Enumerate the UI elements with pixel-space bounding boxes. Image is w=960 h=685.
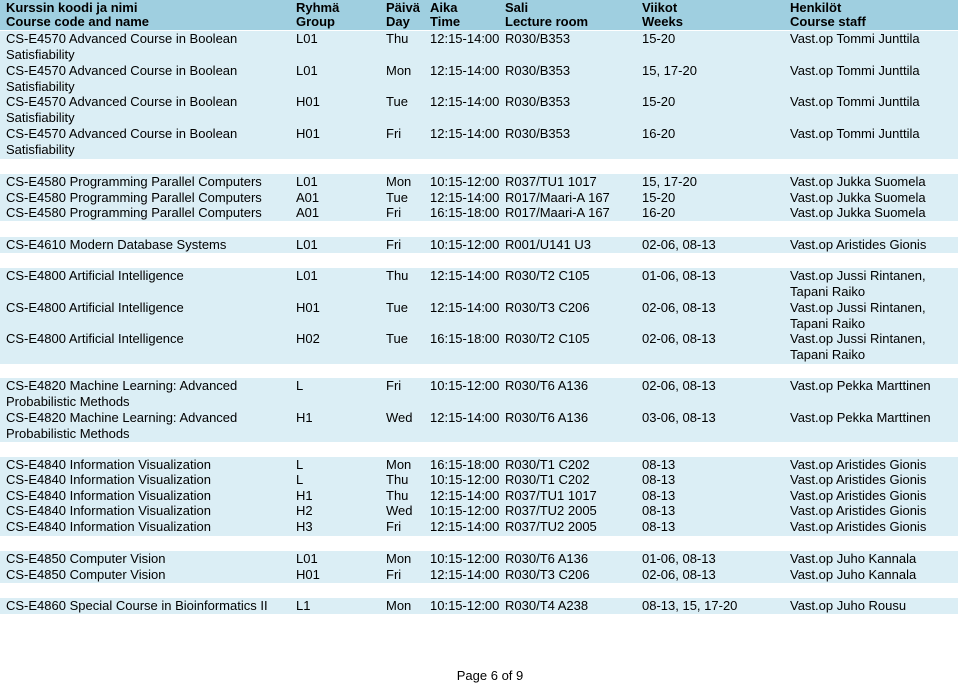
cell-staff: Vast.op Juho Rousu [790, 598, 907, 613]
cell-time: 10:15-12:00 [430, 503, 500, 518]
header-group-fi: Ryhmä [296, 0, 340, 15]
cell-weeks: 16-20 [642, 126, 676, 141]
cell-room: R030/T6 A136 [505, 378, 589, 393]
cell-room: R001/U141 U3 [505, 237, 591, 252]
header-staff-fi: Henkilöt [790, 0, 842, 15]
cell-day: Fri [386, 378, 402, 393]
cell-staff: Vast.op Pekka Marttinen [790, 378, 931, 393]
cell-room: R030/T4 A238 [505, 598, 589, 613]
cell-weeks: 02-06, 08-13 [642, 300, 716, 315]
cell-day: Mon [386, 598, 412, 613]
cell-time: 12:15-14:00 [430, 488, 500, 503]
cell-room: R030/T1 C202 [505, 472, 590, 487]
cell-day: Thu [386, 31, 409, 46]
cell-course: CS-E4580 Programming Parallel Computers [6, 174, 262, 189]
cell-staff: Vast.op Jussi Rintanen, Tapani Raiko [790, 300, 926, 331]
cell-room: R030/B353 [505, 94, 571, 109]
cell-weeks: 02-06, 08-13 [642, 331, 716, 346]
cell-time: 12:15-14:00 [430, 300, 500, 315]
cell-staff: Vast.op Tommi Junttila [790, 94, 920, 109]
cell-weeks: 01-06, 08-13 [642, 551, 716, 566]
cell-room: R030/T1 C202 [505, 457, 590, 472]
cell-course: CS-E4800 Artificial Intelligence [6, 300, 184, 315]
cell-day: Mon [386, 551, 412, 566]
cell-staff: Vast.op Tommi Junttila [790, 31, 920, 46]
header-room-en: Lecture room [505, 14, 589, 29]
cell-room: R030/T2 C105 [505, 331, 590, 346]
cell-weeks: 02-06, 08-13 [642, 567, 716, 582]
header-course-fi: Kurssin koodi ja nimi [6, 0, 138, 15]
cell-time: 16:15-18:00 [430, 205, 500, 220]
cell-time: 10:15-12:00 [430, 378, 500, 393]
cell-staff: Vast.op Jukka Suomela [790, 190, 926, 205]
cell-weeks: 15, 17-20 [642, 63, 697, 78]
cell-course: CS-E4840 Information Visualization [6, 457, 211, 472]
cell-time: 12:15-14:00 [430, 31, 500, 46]
header-day-fi: Päivä [386, 0, 420, 15]
cell-room: R037/TU1 1017 [505, 488, 597, 503]
cell-group: L01 [296, 268, 318, 283]
cell-time: 16:15-18:00 [430, 457, 500, 472]
cell-time: 12:15-14:00 [430, 190, 500, 205]
cell-group: H3 [296, 519, 313, 534]
cell-day: Fri [386, 519, 402, 534]
cell-group: L01 [296, 174, 318, 189]
cell-room: R037/TU1 1017 [505, 174, 597, 189]
cell-course: CS-E4570 Advanced Course in Boolean Satisfiability [6, 126, 238, 157]
cell-weeks: 08-13 [642, 519, 676, 534]
cell-room: R030/B353 [505, 63, 571, 78]
cell-time: 12:15-14:00 [430, 126, 500, 141]
header-time-fi: Aika [430, 0, 458, 15]
cell-day: Tue [386, 331, 408, 346]
cell-time: 10:15-12:00 [430, 472, 500, 487]
cell-weeks: 15, 17-20 [642, 174, 697, 189]
cell-course: CS-E4860 Special Course in Bioinformatics II [6, 598, 268, 613]
cell-time: 10:15-12:00 [430, 551, 500, 566]
cell-course: CS-E4840 Information Visualization [6, 519, 211, 534]
cell-weeks: 03-06, 08-13 [642, 410, 716, 425]
cell-room: R030/T2 C105 [505, 268, 590, 283]
cell-room: R030/B353 [505, 126, 571, 141]
cell-course: CS-E4800 Artificial Intelligence [6, 268, 184, 283]
cell-day: Mon [386, 457, 412, 472]
cell-time: 10:15-12:00 [430, 174, 500, 189]
cell-day: Tue [386, 190, 408, 205]
cell-group: H01 [296, 300, 320, 315]
cell-room: R030/B353 [505, 31, 571, 46]
header-weeks-en: Weeks [642, 14, 683, 29]
cell-course: CS-E4840 Information Visualization [6, 488, 211, 503]
header-time-en: Time [430, 14, 461, 29]
cell-group: L [296, 378, 304, 393]
cell-group: H02 [296, 331, 320, 346]
cell-course: CS-E4820 Machine Learning: Advanced Probabilistic Methods [6, 378, 238, 409]
cell-time: 16:15-18:00 [430, 331, 500, 346]
cell-group: L [296, 457, 304, 472]
cell-weeks: 15-20 [642, 190, 676, 205]
cell-course: CS-E4580 Programming Parallel Computers [6, 205, 262, 220]
cell-weeks: 08-13 [642, 472, 676, 487]
cell-weeks: 01-06, 08-13 [642, 268, 716, 283]
cell-time: 12:15-14:00 [430, 268, 500, 283]
cell-course: CS-E4570 Advanced Course in Boolean Satisfiability [6, 94, 238, 125]
cell-weeks: 02-06, 08-13 [642, 237, 716, 252]
cell-staff: Vast.op Aristides Gionis [790, 519, 927, 534]
cell-staff: Vast.op Jukka Suomela [790, 174, 926, 189]
cell-course: CS-E4850 Computer Vision [6, 567, 166, 582]
cell-staff: Vast.op Aristides Gionis [790, 472, 927, 487]
cell-staff: Vast.op Jussi Rintanen, Tapani Raiko [790, 331, 926, 362]
cell-group: L1 [296, 598, 311, 613]
cell-staff: Vast.op Aristides Gionis [790, 237, 927, 252]
cell-weeks: 02-06, 08-13 [642, 378, 716, 393]
cell-room: R030/T6 A136 [505, 410, 589, 425]
cell-day: Wed [386, 410, 413, 425]
cell-course: CS-E4580 Programming Parallel Computers [6, 190, 262, 205]
cell-weeks: 15-20 [642, 94, 676, 109]
cell-day: Fri [386, 126, 402, 141]
cell-staff: Vast.op Jussi Rintanen, Tapani Raiko [790, 268, 926, 299]
cell-course: CS-E4570 Advanced Course in Boolean Satisfiability [6, 31, 238, 62]
cell-time: 12:15-14:00 [430, 567, 500, 582]
cell-weeks: 08-13, 15, 17-20 [642, 598, 738, 613]
cell-day: Tue [386, 94, 408, 109]
cell-room: R017/Maari-A 167 [505, 190, 610, 205]
cell-time: 12:15-14:00 [430, 94, 500, 109]
cell-day: Wed [386, 503, 413, 518]
cell-day: Thu [386, 268, 409, 283]
cell-day: Fri [386, 567, 402, 582]
cell-group: H1 [296, 488, 313, 503]
cell-time: 10:15-12:00 [430, 237, 500, 252]
cell-weeks: 08-13 [642, 503, 676, 518]
cell-course: CS-E4840 Information Visualization [6, 472, 211, 487]
header-day-en: Day [386, 14, 410, 29]
cell-staff: Vast.op Juho Kannala [790, 551, 917, 566]
table-header [0, 0, 958, 30]
cell-room: R030/T3 C206 [505, 567, 590, 582]
cell-group: A01 [296, 190, 320, 205]
cell-room: R030/T3 C206 [505, 300, 590, 315]
cell-course: CS-E4820 Machine Learning: Advanced Probabilistic Methods [6, 410, 238, 441]
cell-group: H2 [296, 503, 313, 518]
cell-course: CS-E4610 Modern Database Systems [6, 237, 227, 252]
cell-room: R017/Maari-A 167 [505, 205, 610, 220]
cell-group: H01 [296, 567, 320, 582]
cell-day: Tue [386, 300, 408, 315]
cell-group: L01 [296, 551, 318, 566]
cell-day: Thu [386, 488, 409, 503]
cell-group: H01 [296, 94, 320, 109]
cell-group: L01 [296, 63, 318, 78]
cell-weeks: 16-20 [642, 205, 676, 220]
cell-weeks: 15-20 [642, 31, 676, 46]
cell-staff: Vast.op Jukka Suomela [790, 205, 926, 220]
cell-staff: Vast.op Aristides Gionis [790, 457, 927, 472]
header-staff-en: Course staff [790, 14, 866, 29]
cell-weeks: 08-13 [642, 457, 676, 472]
cell-group: L [296, 472, 304, 487]
cell-time: 12:15-14:00 [430, 519, 500, 534]
cell-weeks: 08-13 [642, 488, 676, 503]
cell-group: H01 [296, 126, 320, 141]
cell-course: CS-E4840 Information Visualization [6, 503, 211, 518]
cell-time: 10:15-12:00 [430, 598, 500, 613]
header-weeks-fi: Viikot [642, 0, 678, 15]
cell-staff: Vast.op Tommi Junttila [790, 63, 920, 78]
cell-course: CS-E4850 Computer Vision [6, 551, 166, 566]
cell-group: L01 [296, 237, 318, 252]
cell-group: L01 [296, 31, 318, 46]
page-number: Page 6 of 9 [456, 668, 524, 683]
cell-group: A01 [296, 205, 320, 220]
cell-staff: Vast.op Pekka Marttinen [790, 410, 931, 425]
cell-day: Fri [386, 205, 402, 220]
cell-course: CS-E4800 Artificial Intelligence [6, 331, 184, 346]
cell-staff: Vast.op Aristides Gionis [790, 503, 927, 518]
cell-day: Fri [386, 237, 402, 252]
cell-staff: Vast.op Tommi Junttila [790, 126, 920, 141]
cell-day: Mon [386, 174, 412, 189]
cell-room: R037/TU2 2005 [505, 503, 597, 518]
cell-day: Thu [386, 472, 409, 487]
header-group-en: Group [296, 14, 335, 29]
cell-day: Mon [386, 63, 412, 78]
cell-course: CS-E4570 Advanced Course in Boolean Satisfiability [6, 63, 238, 94]
cell-time: 12:15-14:00 [430, 410, 500, 425]
cell-room: R037/TU2 2005 [505, 519, 597, 534]
cell-staff: Vast.op Aristides Gionis [790, 488, 927, 503]
header-room-fi: Sali [505, 0, 529, 15]
cell-group: H1 [296, 410, 313, 425]
header-course-en: Course code and name [6, 14, 150, 29]
cell-time: 12:15-14:00 [430, 63, 500, 78]
cell-staff: Vast.op Juho Kannala [790, 567, 917, 582]
cell-room: R030/T6 A136 [505, 551, 589, 566]
